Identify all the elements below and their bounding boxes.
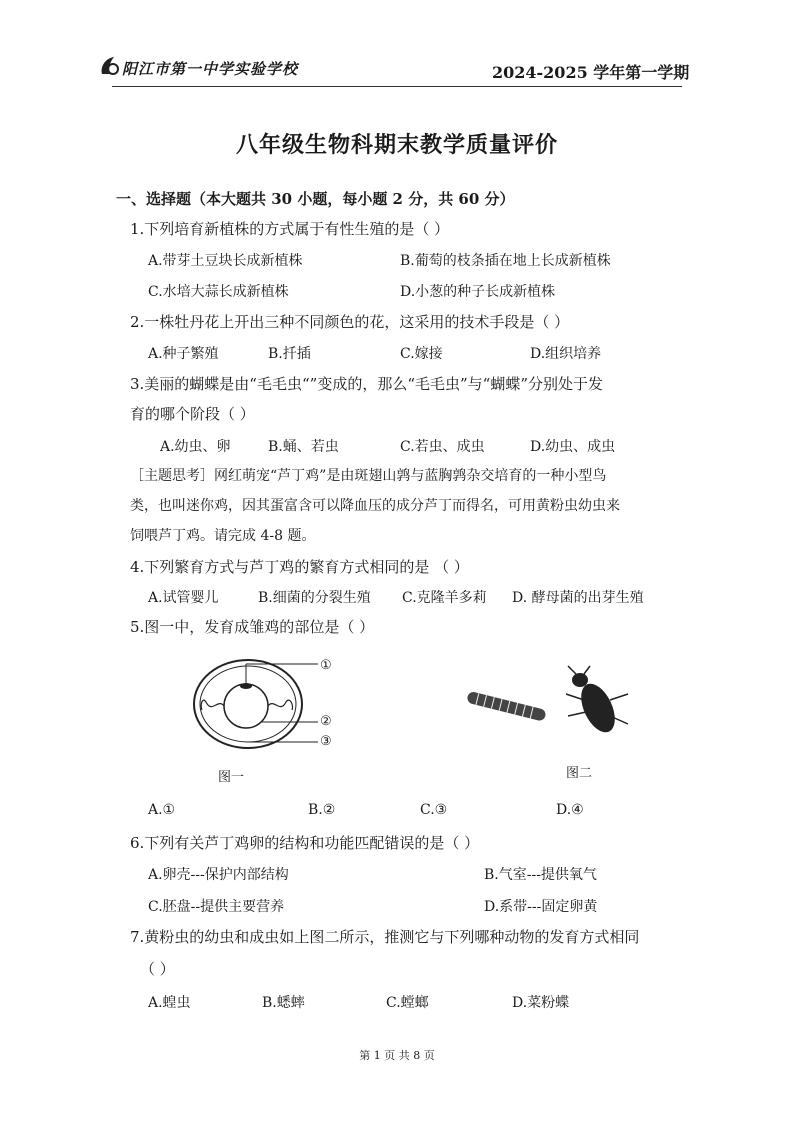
q4-option-a: A.试管婴儿 <box>148 590 219 606</box>
q5-stem: 5.图一中，发育成雏鸡的部位是（ ） <box>130 618 375 636</box>
q1-stem: 1.下列培育新植株的方式属于有性生殖的是（ ） <box>130 220 450 238</box>
q4-option-d: D. 酵母菌的出芽生殖 <box>512 590 644 606</box>
q7-option-a: A.蝗虫 <box>148 995 191 1011</box>
q1-option-b: B.葡萄的枝条插在地上长成新植株 <box>400 253 611 269</box>
theme-line-2: 类，也叫迷你鸡，因其蛋富含可以降血压的成分芦丁而得名，可用黄粉虫幼虫来 <box>130 498 620 514</box>
egg-structure-diagram <box>190 652 340 762</box>
q5-option-b: B.② <box>308 802 336 818</box>
q3-stem-line2: 育的哪个阶段（ ） <box>130 405 255 423</box>
q3-option-b: B.蛹、若虫 <box>268 439 339 455</box>
page-title: 八年级生物科期末教学质量评价 <box>235 132 558 158</box>
q1-option-c: C.水培大蒜长成新植株 <box>148 284 289 300</box>
figure-1-caption: 图一 <box>218 770 245 785</box>
q2-option-b: B.扦插 <box>268 346 311 362</box>
mealworm-larva-and-beetle-illustration <box>460 664 640 744</box>
q7-stem-line2: （ ） <box>140 960 175 978</box>
header-divider <box>112 86 682 87</box>
q4-option-c: C.克隆羊多莉 <box>402 590 487 606</box>
q5-option-c: C.③ <box>420 802 448 818</box>
egg-marker-1: ① <box>320 658 332 673</box>
q6-option-d: D.系带---固定卵黄 <box>484 899 598 915</box>
egg-marker-3: ③ <box>320 734 332 749</box>
egg-marker-2: ② <box>320 714 332 729</box>
q1-option-a: A.带芽土豆块长成新植株 <box>148 253 303 269</box>
q2-option-c: C.嫁接 <box>400 346 443 362</box>
theme-line-3: 饲喂芦丁鸡。请完成 4-8 题。 <box>130 528 316 544</box>
q7-option-d: D.菜粉蝶 <box>512 995 570 1011</box>
q1-option-d: D.小葱的种子长成新植株 <box>400 284 556 300</box>
q6-option-a: A.卵壳---保护内部结构 <box>148 867 289 883</box>
figure-2-caption: 图二 <box>566 766 593 781</box>
q3-stem-line1: 3.美丽的蝴蝶是由“毛毛虫“”变成的，那么“毛毛虫”与“蝴蝶”分别处于发 <box>130 375 603 393</box>
q2-stem: 2.一株牡丹花上开出三种不同颜色的花，这采用的技术手段是（ ） <box>130 313 570 331</box>
q6-option-b: B.气室---提供氧气 <box>484 867 597 883</box>
q7-stem-line1: 7.黄粉虫的幼虫和成虫如上图二所示，推测它与下列哪种动物的发育方式相同 <box>130 928 640 946</box>
q2-option-a: A.种子繁殖 <box>148 346 219 362</box>
q6-option-c: C.胚盘--提供主要营养 <box>148 899 285 915</box>
q5-option-d: D.④ <box>556 802 584 818</box>
term-label: 2024-2025 学年第一学期 <box>492 63 690 82</box>
q2-option-d: D.组织培养 <box>530 346 602 362</box>
page-footer: 第 1 页 共 8 页 <box>359 1049 435 1062</box>
q7-option-c: C.螳螂 <box>386 995 429 1011</box>
q3-option-a: A.幼虫、卵 <box>160 439 231 455</box>
theme-line-1: ［主题思考］网红萌宠“芦丁鸡”是由斑翅山鹑与蓝胸鹑杂交培育的一种小型鸟 <box>130 468 607 484</box>
section-heading: 一、选择题（本大题共 30 小题，每小题 2 分，共 60 分） <box>116 190 515 208</box>
school-logo-icon <box>98 54 120 78</box>
q3-option-d: D.幼虫、成虫 <box>530 439 616 455</box>
q4-option-b: B.细菌的分裂生殖 <box>258 590 371 606</box>
q3-option-c: C.若虫、成虫 <box>400 439 485 455</box>
q7-option-b: B.蟋蟀 <box>262 995 305 1011</box>
q5-option-a: A.① <box>148 802 176 818</box>
school-name: 阳江市第一中学实验学校 <box>122 60 299 78</box>
q6-stem: 6.下列有关芦丁鸡卵的结构和功能匹配错误的是（ ） <box>130 834 480 852</box>
q4-stem: 4.下列繁育方式与芦丁鸡的繁育方式相同的是 （ ） <box>130 558 469 576</box>
